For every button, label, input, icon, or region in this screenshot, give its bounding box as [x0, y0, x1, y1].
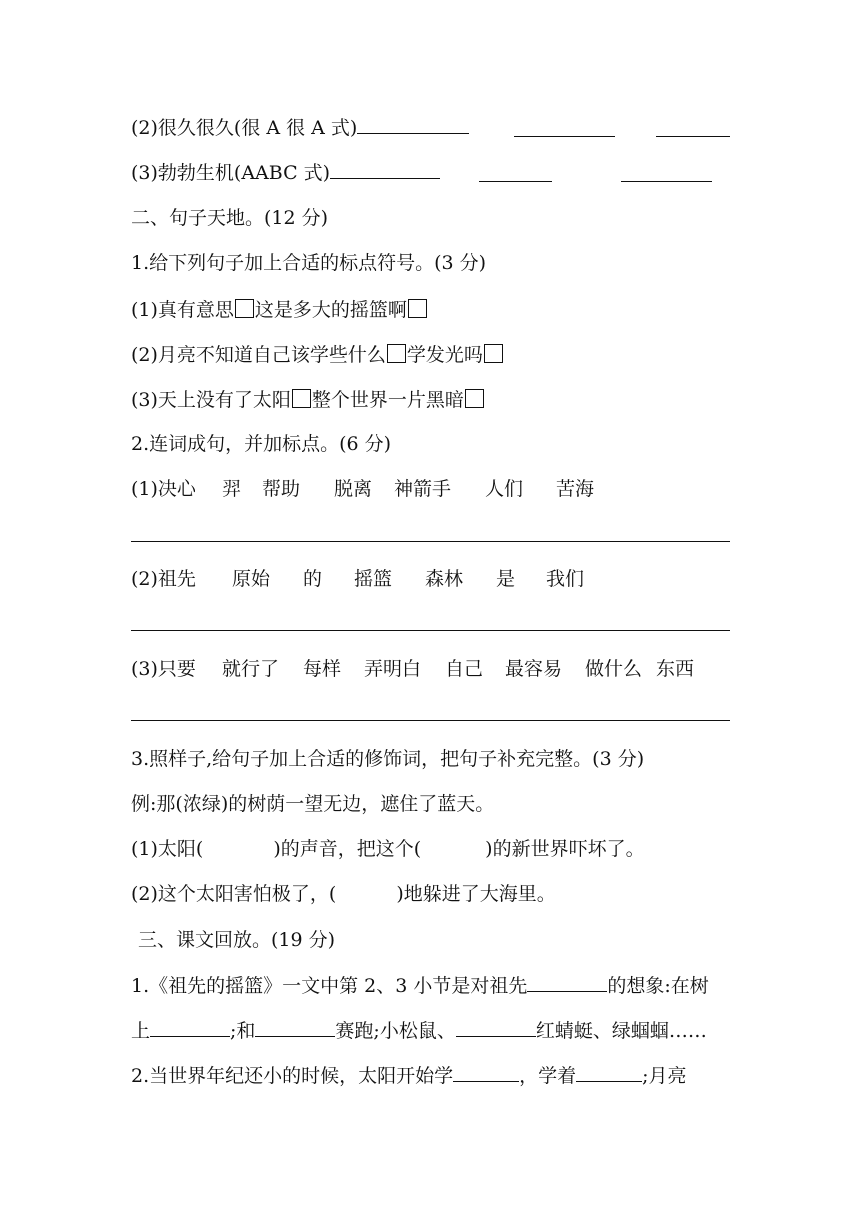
punct-box[interactable]	[387, 344, 406, 363]
answer-blank[interactable]	[357, 115, 469, 134]
modifier-item-1: (1)太阳( )的声音，把这个( )的新世界吓坏了。	[131, 838, 645, 860]
word: 人们	[485, 478, 524, 500]
q3-2-line1: 2.当世界年纪还小的时候，太阳开始学 ，学着 ;月亮	[131, 1065, 687, 1087]
q-aa-label: (2)很久很久(很 A 很 A 式)	[131, 117, 358, 139]
q-aa-line	[131, 115, 469, 141]
answer-blank[interactable]	[514, 118, 615, 137]
q-aabc-label: (3)勃勃生机(AABC 式)	[131, 162, 331, 184]
q2-2-title: 2.连词成句，并加标点。(6 分)	[131, 433, 392, 455]
word: 最容易	[505, 658, 563, 680]
answer-blank[interactable]	[255, 1018, 335, 1037]
word: 东西	[656, 658, 695, 680]
punct-box[interactable]	[484, 344, 503, 363]
word: 帮助	[262, 478, 301, 500]
q2-1-title: 1.给下列句子加上合适的标点符号。(3 分)	[131, 252, 487, 274]
word: 我们	[546, 568, 585, 590]
word: 每样	[303, 658, 342, 680]
punct-box[interactable]	[292, 389, 311, 408]
word: (2)祖先	[131, 568, 196, 590]
word: 脱离	[334, 478, 373, 500]
word: 苦海	[556, 478, 595, 500]
word: 森林	[425, 568, 464, 590]
punct-item-3: (3)天上没有了太阳 整个世界一片黑暗	[131, 387, 485, 413]
answer-blank[interactable]	[656, 118, 730, 137]
section-2-title: 二、句子天地。(12 分)	[131, 207, 329, 229]
q3-1-line1: 1.《祖先的摇篮》一文中第 2、3 小节是对祖先 的想象:在树	[131, 975, 709, 997]
q2-3-title: 3.照样子,给句子加上合适的修饰词，把句子补充完整。(3 分)	[131, 748, 645, 770]
punct-box[interactable]	[465, 389, 484, 408]
answer-blank[interactable]	[150, 1018, 230, 1037]
q-aabc-line	[131, 160, 440, 186]
answer-line[interactable]	[131, 720, 730, 721]
punct-box[interactable]	[408, 299, 427, 318]
answer-blank[interactable]	[576, 1063, 642, 1082]
punct-item-1: (1)真有意思 这是多大的摇篮啊	[131, 297, 428, 323]
answer-line[interactable]	[131, 541, 730, 542]
answer-blank[interactable]	[456, 1018, 536, 1037]
word: 神箭手	[394, 478, 452, 500]
answer-blank[interactable]	[330, 160, 440, 179]
punct-box[interactable]	[235, 299, 254, 318]
q3-1-line2: 上 ;和 赛跑;小松鼠、 红蜻蜓、绿蝈蝈……	[131, 1020, 707, 1042]
word: 弄明白	[364, 658, 422, 680]
word: 自己	[445, 658, 484, 680]
word: 做什么	[585, 658, 643, 680]
word: (1)决心	[131, 478, 196, 500]
word: 就行了	[222, 658, 280, 680]
answer-line[interactable]	[131, 630, 730, 631]
word: 是	[496, 568, 516, 590]
word: 摇篮	[354, 568, 393, 590]
answer-blank[interactable]	[453, 1063, 519, 1082]
q2-3-example: 例:那(浓绿)的树荫一望无边，遮住了蓝天。	[131, 793, 495, 815]
section-3-title: 三、课文回放。(19 分)	[138, 929, 336, 951]
answer-blank[interactable]	[527, 973, 607, 992]
word: 的	[303, 568, 323, 590]
word: (3)只要	[131, 658, 196, 680]
word: 羿	[222, 478, 242, 500]
modifier-item-2: (2)这个太阳害怕极了，( )地躲进了大海里。	[131, 883, 556, 905]
word: 原始	[232, 568, 271, 590]
answer-blank[interactable]	[479, 163, 552, 182]
punct-item-2: (2)月亮不知道自己该学些什么 学发光吗	[131, 342, 504, 368]
answer-blank[interactable]	[621, 163, 712, 182]
